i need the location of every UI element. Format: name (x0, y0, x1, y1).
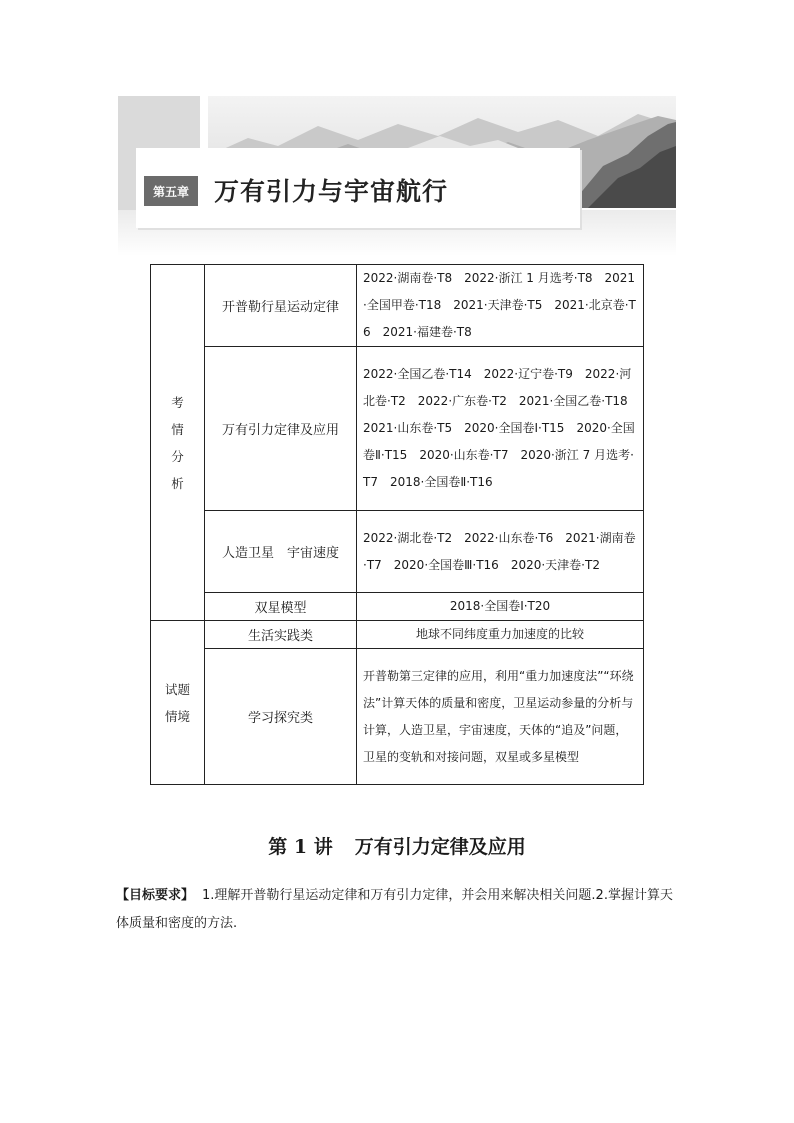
lesson-title (0, 832, 794, 859)
table-row (151, 265, 644, 347)
category-cell-test-context (151, 621, 205, 785)
sources-cell: 2022·湖南卷·T8 2022·浙江 1 月选考·T8 2021·全国甲卷·T18 2021·天津卷·T5 2021·北京卷·T6 2021·福建卷·T8 (357, 265, 644, 347)
goal-label: 【目标要求】 (116, 888, 195, 903)
table-row (151, 621, 644, 649)
chapter-title: 万有引力与宇宙航行 (214, 177, 449, 206)
category-cell-exam-analysis (151, 265, 205, 621)
topic-cell: 双星模型 (205, 593, 357, 621)
category-char: 析 (171, 475, 184, 491)
chapter-badge: 第五章 (144, 176, 198, 206)
sources-cell: 2022·全国乙卷·T14 2022·辽宁卷·T9 2022·河北卷·T2 2022·广东卷·T2 2021·全国乙卷·T18 2021·山东卷·T5 2020·全国卷Ⅰ·T15 2020·全国卷Ⅱ·T15 2020·山东卷·T7 2020·浙江 7 月选考·T7 2018·全国卷Ⅱ·T16 (357, 347, 644, 511)
topic-cell: 万有引力定律及应用 (205, 347, 357, 511)
topic-cell: 开普勒行星运动定律 (205, 265, 357, 347)
category-char: 考 (171, 394, 184, 410)
sources-cell: 2018·全国卷Ⅰ·T20 (357, 593, 644, 621)
table-row (151, 347, 644, 511)
chapter-banner (118, 96, 676, 256)
category-line: 情境 (164, 708, 190, 724)
table-row (151, 511, 644, 593)
topic-cell: 学习探究类 (205, 649, 357, 785)
goal-paragraph (116, 882, 678, 938)
table-row (151, 649, 644, 785)
category-char: 分 (171, 448, 184, 464)
category-char: 情 (171, 421, 184, 437)
lesson-name: 万有引力定律及应用 (354, 836, 526, 858)
sources-cell: 2022·湖北卷·T2 2022·山东卷·T6 2021·湖南卷·T7 2020·全国卷Ⅲ·T16 2020·天津卷·T2 (357, 511, 644, 593)
topic-cell: 人造卫星 宇宙速度 (205, 511, 357, 593)
sources-cell: 开普勒第三定律的应用，利用“重力加速度法”“环绕法”计算天体的质量和密度，卫星运动参量的分析与计算，人造卫星，宇宙速度，天体的“追及”问题，卫星的变轨和对接问题，双星或多星模型 (357, 649, 644, 785)
sources-cell: 地球不同纬度重力加速度的比较 (357, 621, 644, 649)
topic-cell: 生活实践类 (205, 621, 357, 649)
goal-text: 1.理解开普勒行星运动定律和万有引力定律，并会用来解决相关问题.2.掌握计算天体质量和密度的方法. (116, 888, 673, 931)
category-line: 试题 (164, 681, 190, 697)
table-row (151, 593, 644, 621)
exam-analysis-table (150, 264, 644, 785)
lesson-number: 第 1 讲 (268, 836, 333, 858)
